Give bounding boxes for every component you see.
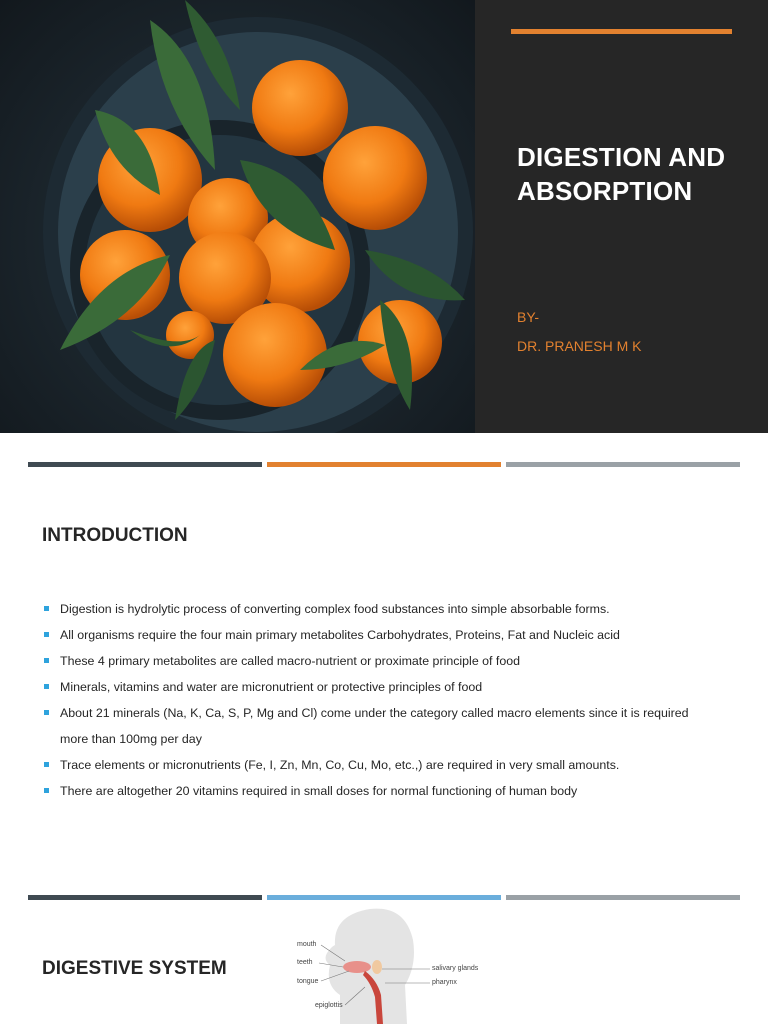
- label-epiglottis: epiglottis: [315, 1002, 343, 1009]
- label-mouth: mouth: [297, 941, 317, 948]
- divider-bar-orange: [267, 462, 501, 467]
- label-teeth: teeth: [297, 959, 313, 966]
- divider-bar-dark: [28, 895, 262, 900]
- divider-bar-gray: [506, 895, 740, 900]
- list-item: Digestion is hydrolytic process of converting complex food substances into simple absorbable forms.: [42, 596, 742, 622]
- introduction-bullet-list: [42, 596, 742, 804]
- introduction-heading: INTRODUCTION: [42, 525, 188, 546]
- list-item: About 21 minerals (Na, K, Ca, S, P, Mg and Cl) come under the category called macro elements since it is required more than 100mg per day: [42, 700, 702, 752]
- slide2-divider-bars: [28, 462, 740, 467]
- author-byline: [517, 303, 641, 361]
- digestive-system-heading: DIGESTIVE SYSTEM: [42, 958, 227, 979]
- divider-bar-dark: [28, 462, 262, 467]
- author-name: DR. PRANESH M K: [517, 338, 642, 354]
- slide3-divider-bars: [28, 895, 740, 900]
- by-label: BY-: [517, 309, 540, 325]
- list-item: All organisms require the four main primary metabolites Carbohydrates, Proteins, Fat and Nucleic acid: [42, 622, 742, 648]
- label-tongue: tongue: [297, 978, 319, 985]
- list-item: These 4 primary metabolites are called macro-nutrient or proximate principle of food: [42, 648, 742, 674]
- list-item: Trace elements or micronutrients (Fe, I, Zn, Mn, Co, Cu, Mo, etc.,) are required in very small amounts.: [42, 752, 742, 778]
- list-item: Minerals, vitamins and water are micronutrient or protective principles of food: [42, 674, 742, 700]
- title-accent-line: [511, 29, 732, 34]
- digestive-anatomy-diagram: [285, 905, 485, 1024]
- title-slide: [0, 0, 768, 433]
- label-salivary-glands: salivary glands: [432, 965, 479, 972]
- slide-title-line1: DIGESTION AND: [517, 142, 726, 172]
- slide-title: [517, 140, 757, 208]
- slide-title-line2: ABSORPTION: [517, 176, 693, 206]
- divider-bar-gray: [506, 462, 740, 467]
- divider-bar-blue: [267, 895, 501, 900]
- tangerine-bowl-photo: [0, 0, 475, 433]
- label-pharynx: pharynx: [432, 979, 457, 986]
- list-item: There are altogether 20 vitamins required in small doses for normal functioning of human body: [42, 778, 742, 804]
